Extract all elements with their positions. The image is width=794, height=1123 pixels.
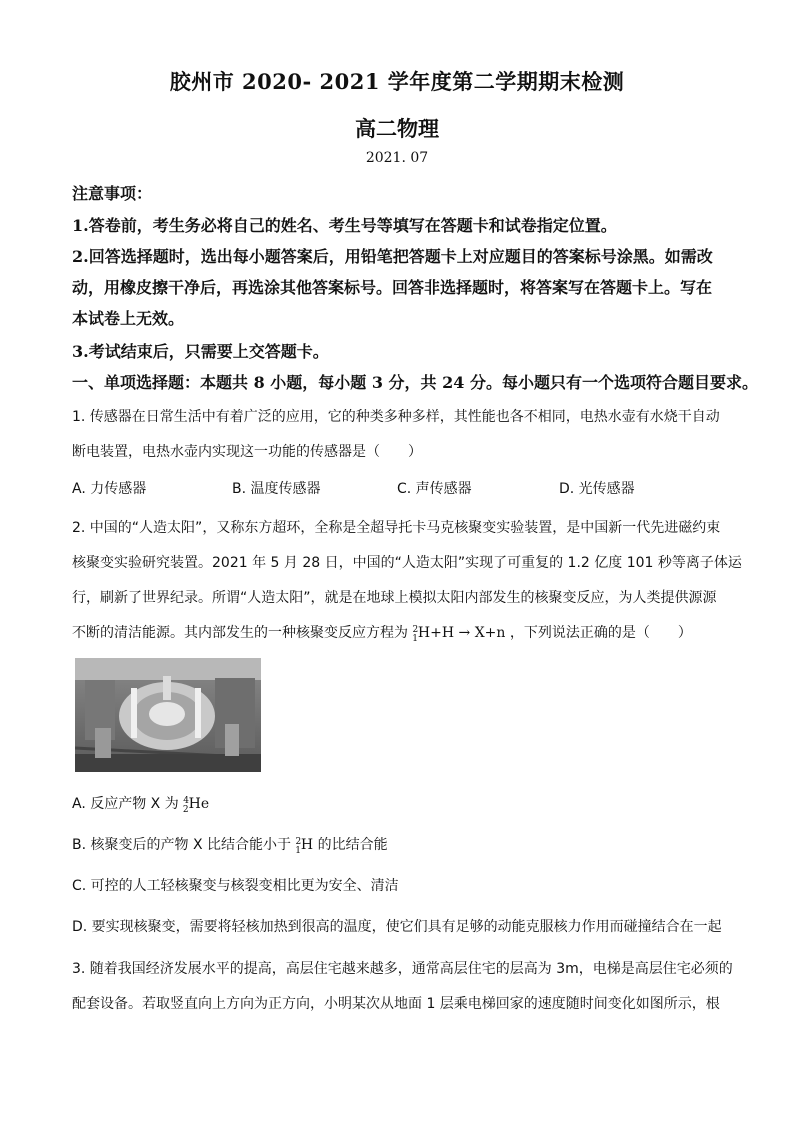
section-heading: 一、单项选择题：本题共 8 小题，每小题 3 分，共 24 分。每小题只有一个选项符合题目要求。 xyxy=(72,373,758,392)
question-2-option-b-text: B. 核聚变后的产物 X 比结合能小于 xyxy=(72,837,291,853)
question-2-line-4-text: 不断的清洁能源。其内部发生的一种核聚变反应方程为 xyxy=(72,625,408,641)
helium-nuclide: $^4_2$He xyxy=(182,796,210,815)
hydrogen-nuclide: $^2_1$H xyxy=(295,837,314,856)
question-3-line-2: 配套设备。若取竖直向上方向为正方向，小明某次从地面 1 层乘电梯回家的速度随时间变化如图所示，根 xyxy=(72,996,720,1012)
question-1-options xyxy=(72,478,732,500)
hydrogen-symbol: H xyxy=(300,837,314,853)
exam-subject: 高二物理 xyxy=(355,116,439,141)
note-item-3: 3.考试结束后，只需要上交答题卡。 xyxy=(72,342,329,361)
question-2-option-a xyxy=(72,793,732,813)
question-3-line-1: 3. 随着我国经济发展水平的提高，高层住宅越来越多，通常高层住宅的层高为 3m，电梯是高层住宅必须的 xyxy=(72,961,733,977)
question-1-option-b: B. 温度传感器 xyxy=(232,481,321,497)
question-2-line-3: 行，刷新了世界纪录。所谓“人造太阳”，就是在地球上模拟太阳内部发生的核聚变反应，为人类提供源源 xyxy=(72,590,717,606)
question-2-line-4-tail: ，下列说法正确的是（ ） xyxy=(509,625,692,641)
question-2-line-1: 2. 中国的“人造太阳”，又称东方超环，全称是全超导托卡马克核聚变实验装置，是中国新一代先进磁约束 xyxy=(72,520,721,536)
note-item-2-line-1: 2.回答选择题时，选出每小题答案后，用铅笔把答题卡上对应题目的答案标号涂黑。如需改 xyxy=(72,247,713,266)
question-2-line-2: 核聚变实验研究装置。2021 年 5 月 28 日，中国的“人造太阳”实现了可重复的 1.2 亿度 101 秒等离子体运 xyxy=(72,555,742,571)
tokamak-photo xyxy=(75,658,261,772)
question-2-option-c: C. 可控的人工轻核聚变与核裂变相比更为安全、清洁 xyxy=(72,878,399,894)
exam-title: 胶州市 2020- 2021 学年度第二学期期末检测 xyxy=(169,69,625,94)
question-1-line-2: 断电装置，电热水壶内实现这一功能的传感器是（ ） xyxy=(72,444,422,460)
question-2-option-b xyxy=(72,834,732,854)
notes-heading: 注意事项： xyxy=(72,184,153,203)
question-2-option-a-text: A. 反应产物 X 为 xyxy=(72,796,179,812)
question-1-option-d: D. 光传感器 xyxy=(559,481,635,497)
question-1-line-1: 1. 传感器在日常生活中有着广泛的应用，它的种类多种多样，其性能也各不相同，电热水壶有水烧干自动 xyxy=(72,409,720,425)
question-2-line-4 xyxy=(72,622,732,642)
note-item-2-line-2: 动，用橡皮擦干净后，再选涂其他答案标号。回答非选择题时，将答案写在答题卡上。写在 xyxy=(72,278,713,297)
question-1-option-a: A. 力传感器 xyxy=(72,481,147,497)
fusion-equation-text: H+H → X+n xyxy=(417,625,506,641)
tokamak-photo-image xyxy=(75,658,261,772)
note-item-2-line-3: 本试卷上无效。 xyxy=(72,309,185,328)
question-2-option-b-tail: 的比结合能 xyxy=(317,837,388,853)
question-2-option-d: D. 要实现核聚变，需要将轻核加热到很高的温度，使它们具有足够的动能克服核力作用而碰撞结合在一起 xyxy=(72,919,722,935)
fusion-equation: $^2_1$H+H → X+n xyxy=(412,625,506,644)
exam-date: 2021. 07 xyxy=(365,150,429,166)
question-1-option-c: C. 声传感器 xyxy=(397,481,472,497)
note-item-1: 1.答卷前，考生务必将自己的姓名、考生号等填写在答题卡和试卷指定位置。 xyxy=(72,216,617,235)
helium-symbol: He xyxy=(188,796,210,812)
